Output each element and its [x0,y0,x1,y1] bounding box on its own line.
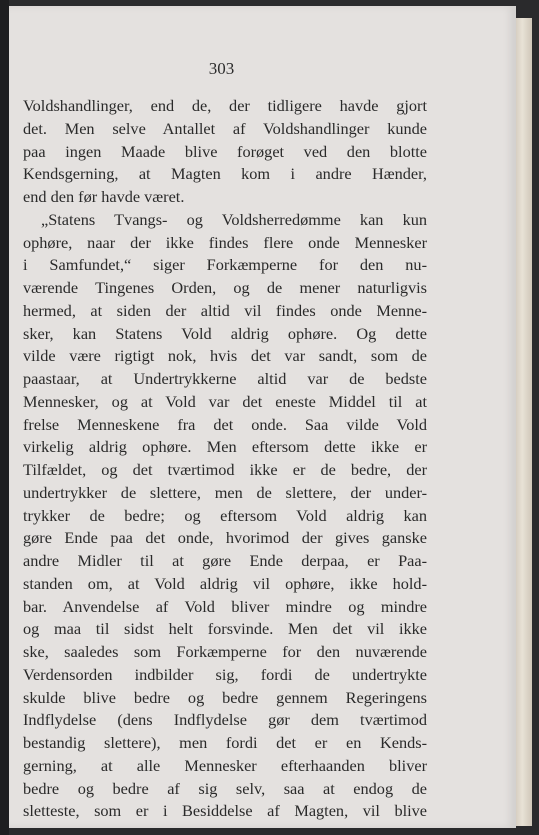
text-line: trykker de bedre; og eftersom Vold aldrig kan [23,505,427,525]
text-line: skulde blive bedre og bedre gennem Regeringens [23,687,427,707]
text-line: virkelig aldrig ophøre. Men eftersom dette ikke er [23,437,427,457]
text-line: bedre og bedre af sig selv, saa at endog de [23,778,427,798]
text-line: Voldshandlinger, end de, der tidligere havde gjort [23,96,427,115]
text-line: Mennesker, og at Vold var det eneste Middel til at [23,391,427,411]
page-number: 303 [208,59,235,78]
text-line: paa ingen Maade blive forøget ved den blotte [23,141,427,161]
text-line: i Samfundet,“ siger Forkæmperne for den nu- [23,255,427,275]
text-line: vilde være rigtigt nok, hvis det var sandt, som de [23,346,427,366]
text-line: bar. Anvendelse af Vold bliver mindre og mindre [23,596,427,616]
text-line: sletteste, som er i Besiddelse af Magten, vil blive [23,801,427,821]
text-line: Tilfældet, og det tværtimod ikke er de bedre, der [23,460,427,479]
text-line: frelse Menneskene fra det onde. Saa vilde Vold [23,414,427,434]
text-line: undertrykker de slettere, men de slettere, der under- [23,482,427,502]
text-line: og maa til sidst helt forsvinde. Men det vil ikke [23,619,427,639]
text-line: Kendsgerning, at Magten kom i andre Hænder, [23,164,427,184]
text-line: ske, saaledes som Forkæmperne for den nuværende [23,642,427,661]
text-line: ophøre, naar der ikke findes flere onde Mennesker [23,232,427,252]
text-line: gøre Ende paa det onde, hvorimod der gives ganske [23,528,427,548]
text-line: andre Midler til at gøre Ende derpaa, er Paa- [23,551,427,570]
text-line: værende Tingenes Orden, og de mener naturligvis [23,278,427,297]
text-line: det. Men selve Antallet af Voldshandlinger kunde [23,118,427,138]
body-text [23,95,427,823]
book-binding-edge [0,0,9,835]
page-stack-edge [516,18,532,826]
text-line: Verdensorden indbilder sig, fordi de undertrykte [23,664,427,684]
text-line: paastaar, at Undertrykkerne altid var de bedste [23,369,427,388]
text-line: bestandig slettere), men fordi det er en Kends- [23,733,427,752]
text-line: gerning, at alle Mennesker efterhaanden bliver [23,755,427,775]
text-line: „Statens Tvangs- og Voldsherredømme kan kun [41,209,427,229]
text-line: hermed, at siden der altid vil findes onde Menne- [23,300,427,320]
text-line: end den før havde været. [23,187,185,206]
text-line: sker, kan Statens Vold aldrig ophøre. Og dette [23,323,427,343]
text-line: Indflydelse (dens Indflydelse gør dem tværtimod [23,710,427,730]
text-line: standen om, at Vold aldrig vil ophøre, ikke hold- [23,573,427,593]
